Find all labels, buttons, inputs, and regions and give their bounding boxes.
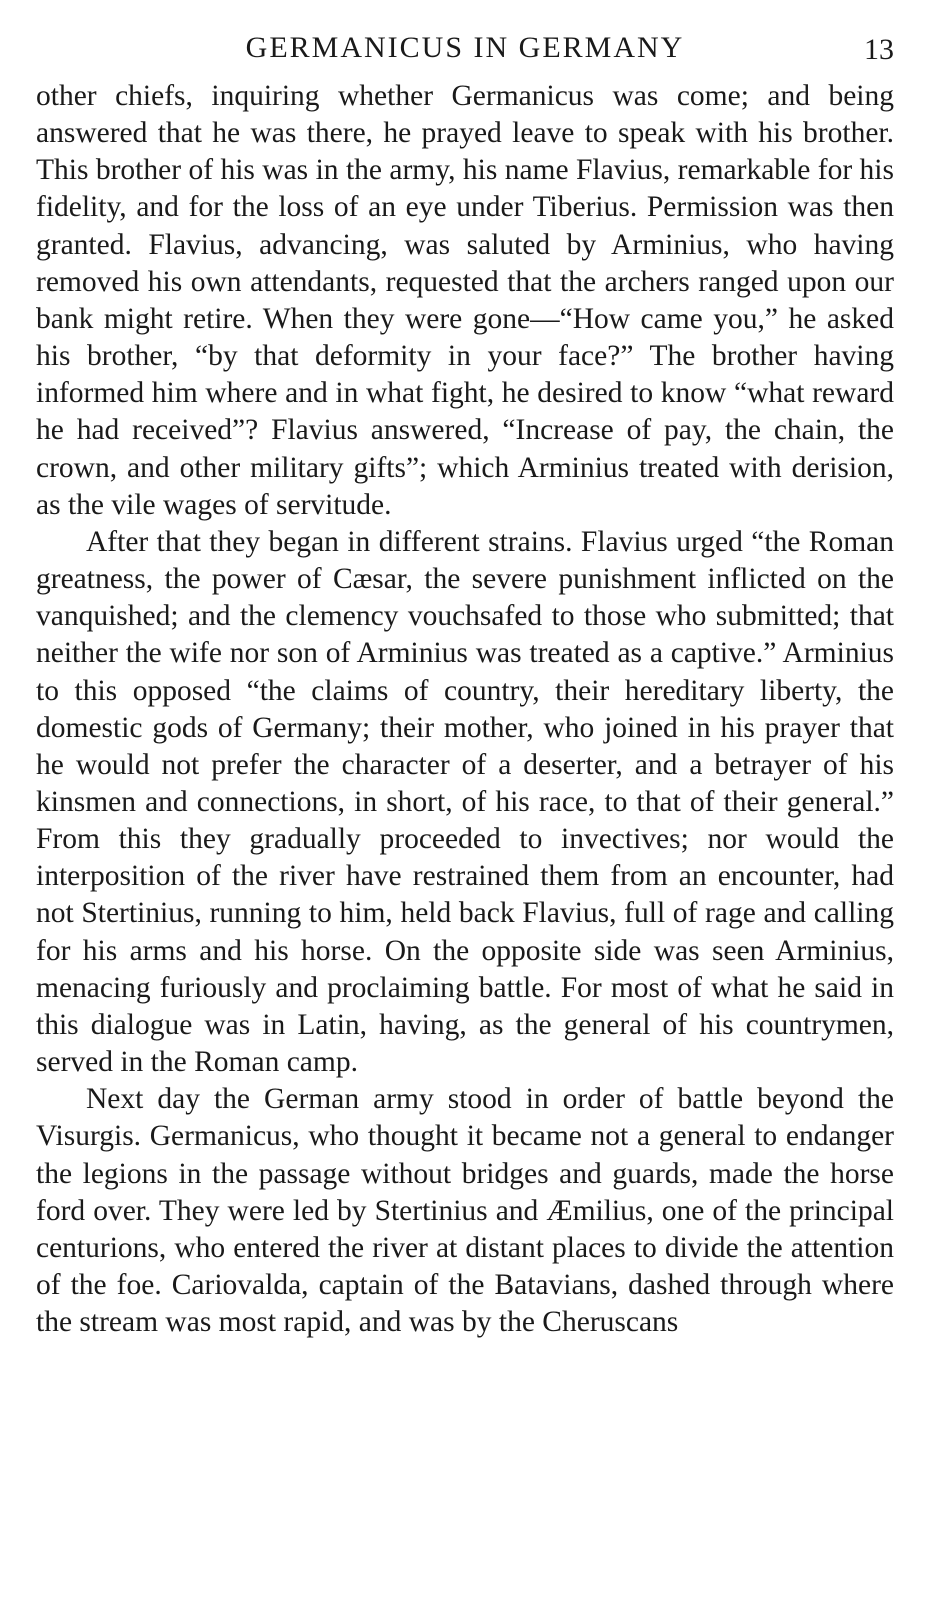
running-title: GERMANICUS IN GERMANY	[245, 31, 685, 64]
paragraph: Next day the German army stood in order of battle beyond the Visurgis. Germanicus, who thought it became not a general to endanger the legions in the passage without bridges and guards, made the horse ford over. They were led by Stertinius and Æmilius, one of the principal centurions, who entered the river at distant places to divide the attention of the foe. Cariovalda, captain of the Batavians, dashed through where the stream was most rapid, and was by the Cheruscans	[36, 1083, 894, 1339]
page-header	[36, 26, 894, 78]
page-number: 13	[864, 33, 894, 66]
body-text	[36, 78, 894, 1341]
paragraph: After that they began in different strains. Flavius urged “the Roman greatness, the power of Cæsar, the severe punishment inflicted on the vanquished; and the clemency vouchsafed to those who submitted; that neither the wife nor son of Arminius was treated as a captive.” Arminius to this opposed “the claims of country, their hereditary liberty, the domestic gods of Germany; their mother, who joined in his prayer that he would not prefer the character of a deserter, and a betrayer of his kinsmen and connections, in short, of his race, to that of their general.” From this they gradually proceeded to invectives; nor would the interposition of the river have restrained them from an encounter, had not Stertinius, running to him, held back Flavius, full of rage and calling for his arms and his horse. On the opposite side was seen Arminius, menacing furiously and proclaiming battle. For most of what he said in this dialogue was in Latin, having, as the general of his countrymen, served in the Roman camp.	[36, 525, 894, 1079]
paragraph-continued: other chiefs, inquiring whether Germanicus was come; and being answered that he was there, he prayed leave to speak with his brother. This brother of his was in the army, his name Flavius, remarkable for his fidelity, and for the loss of an eye under Tiberius. Permission was then granted. Flavius, advancing, was saluted by Arminius, who having removed his own attendants, requested that the archers ranged upon our bank might retire. When they were gone—“How came you,” he asked his brother, “by that deformity in your face?” The brother having informed him where and in what fight, he desired to know “what reward he had received”? Flavius answered, “Increase of pay, the chain, the crown, and other military gifts”; which Arminius treated with derision, as the vile wages of servitude.	[36, 80, 894, 521]
book-page	[36, 26, 894, 1341]
